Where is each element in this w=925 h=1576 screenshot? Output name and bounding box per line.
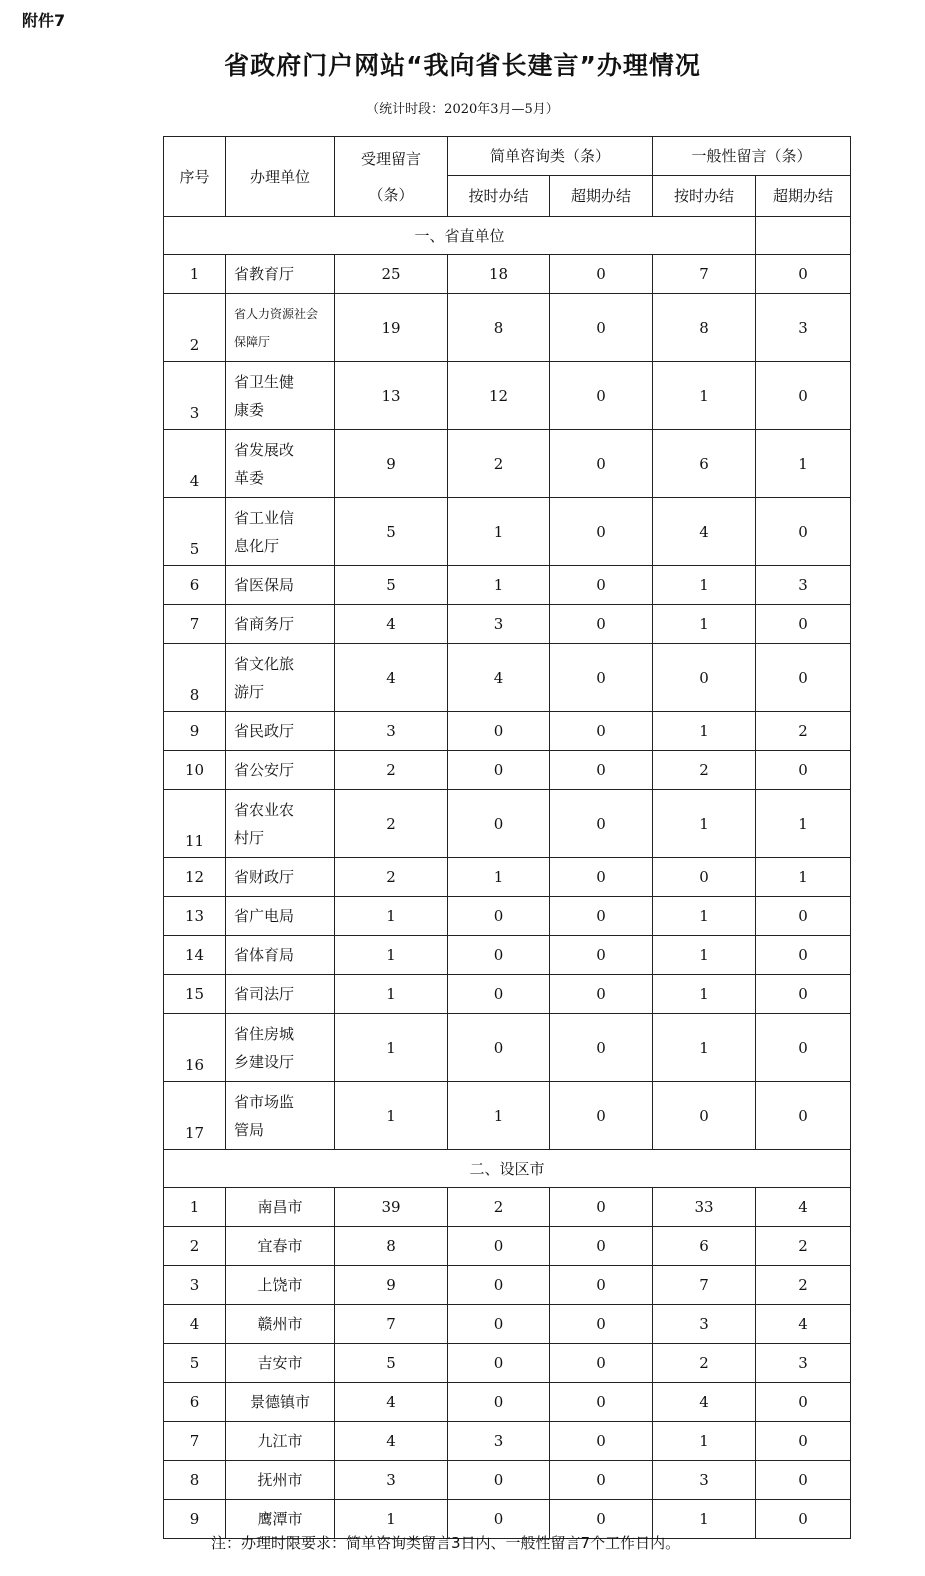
footnote: 注：办理时限要求：简单咨询类留言3日内、一般性留言7个工作日内。 [211, 1534, 681, 1552]
table-row [164, 1266, 851, 1305]
simple-overdue-cell: 0 [550, 1461, 653, 1500]
page-title: 省政府门户网站“我向省长建言”办理情况 [224, 51, 701, 80]
accepted-cell: 2 [335, 790, 448, 858]
table-row [164, 566, 851, 605]
simple-ontime-cell: 0 [448, 1305, 550, 1344]
header-simple-group: 简单咨询类（条） [448, 137, 653, 176]
general-ontime-cell: 1 [653, 975, 756, 1014]
section-row-cities [164, 1150, 851, 1188]
simple-overdue-cell: 0 [550, 255, 653, 294]
accepted-cell: 4 [335, 644, 448, 712]
accepted-cell: 1 [335, 897, 448, 936]
general-ontime-cell: 2 [653, 751, 756, 790]
simple-overdue-cell: 0 [550, 1014, 653, 1082]
simple-overdue-cell: 0 [550, 1344, 653, 1383]
simple-ontime-cell: 0 [448, 1383, 550, 1422]
accepted-cell: 9 [335, 1266, 448, 1305]
unit-cell: 省商务厅 [226, 605, 335, 644]
table-row [164, 751, 851, 790]
simple-overdue-cell: 0 [550, 975, 653, 1014]
seq-cell: 15 [164, 975, 226, 1014]
section-title-cities: 二、设区市 [164, 1150, 851, 1188]
table-row [164, 1461, 851, 1500]
seq-cell: 2 [164, 1227, 226, 1266]
general-overdue-cell: 1 [756, 790, 851, 858]
seq-cell: 17 [164, 1082, 226, 1150]
table-row [164, 362, 851, 430]
unit-cell: 省人力资源社会 保障厅 [226, 294, 335, 362]
table-row [164, 644, 851, 712]
simple-ontime-cell: 0 [448, 1344, 550, 1383]
header-general-group: 一般性留言（条） [653, 137, 851, 176]
accepted-cell: 4 [335, 1422, 448, 1461]
unit-cell: 省文化旅 游厅 [226, 644, 335, 712]
unit-cell: 上饶市 [226, 1266, 335, 1305]
unit-cell: 宜春市 [226, 1227, 335, 1266]
table-row [164, 255, 851, 294]
general-overdue-cell: 3 [756, 1344, 851, 1383]
general-ontime-cell: 0 [653, 644, 756, 712]
general-ontime-cell: 0 [653, 1082, 756, 1150]
general-overdue-cell: 3 [756, 294, 851, 362]
simple-ontime-cell: 1 [448, 566, 550, 605]
simple-ontime-cell: 0 [448, 1461, 550, 1500]
header-accepted-line1: 受理留言 [360, 149, 421, 168]
simple-overdue-cell: 0 [550, 498, 653, 566]
seq-cell: 1 [164, 255, 226, 294]
unit-cell: 省体育局 [226, 936, 335, 975]
general-ontime-cell: 6 [653, 1227, 756, 1266]
simple-ontime-cell: 18 [448, 255, 550, 294]
table-row [164, 430, 851, 498]
header-accepted-line2: （条） [368, 185, 414, 204]
table-row [164, 1422, 851, 1461]
simple-ontime-cell: 1 [448, 498, 550, 566]
seq-cell: 7 [164, 605, 226, 644]
general-overdue-cell: 4 [756, 1305, 851, 1344]
section-title-provincial: 一、省直单位 [164, 217, 756, 255]
unit-cell: 省司法厅 [226, 975, 335, 1014]
simple-overdue-cell: 0 [550, 897, 653, 936]
accepted-cell: 1 [335, 975, 448, 1014]
simple-ontime-cell: 8 [448, 294, 550, 362]
simple-overdue-cell: 0 [550, 1500, 653, 1539]
unit-cell: 景德镇市 [226, 1383, 335, 1422]
table-row [164, 1344, 851, 1383]
seq-cell: 16 [164, 1014, 226, 1082]
general-ontime-cell: 7 [653, 255, 756, 294]
table-row [164, 605, 851, 644]
seq-cell: 12 [164, 858, 226, 897]
simple-overdue-cell: 0 [550, 1227, 653, 1266]
unit-cell: 省市场监 管局 [226, 1082, 335, 1150]
unit-cell: 吉安市 [226, 1344, 335, 1383]
unit-cell: 省住房城 乡建设厅 [226, 1014, 335, 1082]
unit-cell: 省农业农 村厅 [226, 790, 335, 858]
simple-ontime-cell: 0 [448, 751, 550, 790]
simple-ontime-cell: 0 [448, 712, 550, 751]
accepted-cell: 19 [335, 294, 448, 362]
accepted-cell: 4 [335, 1383, 448, 1422]
unit-cell: 鹰潭市 [226, 1500, 335, 1539]
unit-cell: 南昌市 [226, 1188, 335, 1227]
accepted-cell: 1 [335, 1082, 448, 1150]
simple-overdue-cell: 0 [550, 1266, 653, 1305]
accepted-cell: 5 [335, 1344, 448, 1383]
accepted-cell: 3 [335, 1461, 448, 1500]
unit-cell: 抚州市 [226, 1461, 335, 1500]
seq-cell: 9 [164, 712, 226, 751]
general-ontime-cell: 1 [653, 712, 756, 751]
table-row [164, 1188, 851, 1227]
accepted-cell: 4 [335, 605, 448, 644]
seq-cell: 13 [164, 897, 226, 936]
accepted-cell: 3 [335, 712, 448, 751]
simple-ontime-cell: 0 [448, 1014, 550, 1082]
seq-cell: 8 [164, 644, 226, 712]
general-ontime-cell: 0 [653, 858, 756, 897]
unit-cell: 省公安厅 [226, 751, 335, 790]
table-row [164, 897, 851, 936]
simple-overdue-cell: 0 [550, 712, 653, 751]
simple-overdue-cell: 0 [550, 936, 653, 975]
general-overdue-cell: 0 [756, 362, 851, 430]
accepted-cell: 1 [335, 1014, 448, 1082]
unit-cell: 省医保局 [226, 566, 335, 605]
simple-ontime-cell: 4 [448, 644, 550, 712]
simple-ontime-cell: 0 [448, 936, 550, 975]
general-overdue-cell: 0 [756, 936, 851, 975]
simple-overdue-cell: 0 [550, 1422, 653, 1461]
general-overdue-cell: 0 [756, 1461, 851, 1500]
simple-overdue-cell: 0 [550, 566, 653, 605]
simple-ontime-cell: 2 [448, 1188, 550, 1227]
header-general-ontime: 按时办结 [653, 176, 756, 217]
seq-cell: 3 [164, 362, 226, 430]
simple-ontime-cell: 0 [448, 1266, 550, 1305]
table-row [164, 1014, 851, 1082]
accepted-cell: 39 [335, 1188, 448, 1227]
general-ontime-cell: 1 [653, 566, 756, 605]
general-overdue-cell: 4 [756, 1188, 851, 1227]
stats-table [163, 136, 851, 1539]
general-ontime-cell: 1 [653, 605, 756, 644]
accepted-cell: 9 [335, 430, 448, 498]
table-row [164, 1305, 851, 1344]
accepted-cell: 2 [335, 858, 448, 897]
unit-cell: 省民政厅 [226, 712, 335, 751]
unit-cell: 省教育厅 [226, 255, 335, 294]
general-ontime-cell: 4 [653, 498, 756, 566]
simple-overdue-cell: 0 [550, 1383, 653, 1422]
general-overdue-cell: 0 [756, 255, 851, 294]
general-ontime-cell: 6 [653, 430, 756, 498]
seq-cell: 3 [164, 1266, 226, 1305]
accepted-cell: 25 [335, 255, 448, 294]
general-overdue-cell: 0 [756, 975, 851, 1014]
table-row [164, 936, 851, 975]
simple-overdue-cell: 0 [550, 644, 653, 712]
header-simple-ontime: 按时办结 [448, 176, 550, 217]
general-ontime-cell: 7 [653, 1266, 756, 1305]
general-ontime-cell: 1 [653, 362, 756, 430]
simple-overdue-cell: 0 [550, 1082, 653, 1150]
section-row-provincial [164, 217, 851, 255]
seq-cell: 6 [164, 1383, 226, 1422]
general-overdue-cell: 0 [756, 1014, 851, 1082]
unit-cell: 省广电局 [226, 897, 335, 936]
seq-cell: 5 [164, 1344, 226, 1383]
general-ontime-cell: 1 [653, 790, 756, 858]
simple-ontime-cell: 0 [448, 1227, 550, 1266]
table-row [164, 858, 851, 897]
simple-ontime-cell: 1 [448, 858, 550, 897]
general-ontime-cell: 1 [653, 936, 756, 975]
general-overdue-cell: 0 [756, 751, 851, 790]
simple-overdue-cell: 0 [550, 362, 653, 430]
general-overdue-cell: 1 [756, 858, 851, 897]
general-ontime-cell: 33 [653, 1188, 756, 1227]
simple-ontime-cell: 1 [448, 1082, 550, 1150]
general-ontime-cell: 4 [653, 1383, 756, 1422]
header-row-1 [164, 137, 851, 176]
header-simple-overdue: 超期办结 [550, 176, 653, 217]
accepted-cell: 5 [335, 566, 448, 605]
general-overdue-cell: 1 [756, 430, 851, 498]
general-ontime-cell: 1 [653, 1500, 756, 1539]
accepted-cell: 5 [335, 498, 448, 566]
seq-cell: 1 [164, 1188, 226, 1227]
table-row [164, 712, 851, 751]
general-overdue-cell: 0 [756, 1500, 851, 1539]
simple-ontime-cell: 3 [448, 1422, 550, 1461]
general-overdue-cell: 0 [756, 605, 851, 644]
general-overdue-cell: 0 [756, 897, 851, 936]
simple-ontime-cell: 2 [448, 430, 550, 498]
simple-ontime-cell: 3 [448, 605, 550, 644]
general-ontime-cell: 3 [653, 1305, 756, 1344]
seq-cell: 4 [164, 430, 226, 498]
general-ontime-cell: 8 [653, 294, 756, 362]
unit-cell: 赣州市 [226, 1305, 335, 1344]
seq-cell: 9 [164, 1500, 226, 1539]
simple-ontime-cell: 0 [448, 1500, 550, 1539]
table-row [164, 294, 851, 362]
general-overdue-cell: 2 [756, 1266, 851, 1305]
simple-overdue-cell: 0 [550, 1188, 653, 1227]
accepted-cell: 2 [335, 751, 448, 790]
unit-cell: 省工业信 息化厅 [226, 498, 335, 566]
simple-overdue-cell: 0 [550, 858, 653, 897]
accepted-cell: 7 [335, 1305, 448, 1344]
simple-overdue-cell: 0 [550, 790, 653, 858]
simple-overdue-cell: 0 [550, 751, 653, 790]
general-overdue-cell: 2 [756, 1227, 851, 1266]
header-accepted [335, 137, 448, 217]
attachment-label: 附件7 [22, 11, 66, 30]
header-seq: 序号 [164, 137, 226, 217]
accepted-cell: 13 [335, 362, 448, 430]
general-overdue-cell: 3 [756, 566, 851, 605]
table-row [164, 790, 851, 858]
simple-ontime-cell: 0 [448, 975, 550, 1014]
seq-cell: 4 [164, 1305, 226, 1344]
simple-overdue-cell: 0 [550, 605, 653, 644]
unit-cell: 九江市 [226, 1422, 335, 1461]
general-ontime-cell: 1 [653, 1014, 756, 1082]
accepted-cell: 1 [335, 936, 448, 975]
general-ontime-cell: 3 [653, 1461, 756, 1500]
unit-cell: 省发展改 革委 [226, 430, 335, 498]
simple-ontime-cell: 12 [448, 362, 550, 430]
general-overdue-cell: 0 [756, 1422, 851, 1461]
seq-cell: 11 [164, 790, 226, 858]
simple-overdue-cell: 0 [550, 1305, 653, 1344]
general-ontime-cell: 2 [653, 1344, 756, 1383]
header-unit: 办理单位 [226, 137, 335, 217]
accepted-cell: 8 [335, 1227, 448, 1266]
simple-ontime-cell: 0 [448, 897, 550, 936]
accepted-cell: 1 [335, 1500, 448, 1539]
general-overdue-cell: 0 [756, 1383, 851, 1422]
stat-period: （统计时段：2020年3月—5月） [366, 102, 559, 117]
general-overdue-cell: 0 [756, 644, 851, 712]
seq-cell: 5 [164, 498, 226, 566]
simple-overdue-cell: 0 [550, 294, 653, 362]
unit-cell: 省财政厅 [226, 858, 335, 897]
general-ontime-cell: 1 [653, 897, 756, 936]
table-row [164, 1383, 851, 1422]
seq-cell: 8 [164, 1461, 226, 1500]
general-overdue-cell: 0 [756, 1082, 851, 1150]
general-overdue-cell: 0 [756, 498, 851, 566]
seq-cell: 2 [164, 294, 226, 362]
simple-ontime-cell: 0 [448, 790, 550, 858]
seq-cell: 6 [164, 566, 226, 605]
seq-cell: 7 [164, 1422, 226, 1461]
general-overdue-cell: 2 [756, 712, 851, 751]
seq-cell: 14 [164, 936, 226, 975]
seq-cell: 10 [164, 751, 226, 790]
table-row [164, 1227, 851, 1266]
section-empty-cell [756, 217, 851, 255]
simple-overdue-cell: 0 [550, 430, 653, 498]
table-row [164, 498, 851, 566]
header-general-overdue: 超期办结 [756, 176, 851, 217]
table-row [164, 1082, 851, 1150]
general-ontime-cell: 1 [653, 1422, 756, 1461]
table-row [164, 975, 851, 1014]
unit-cell: 省卫生健 康委 [226, 362, 335, 430]
